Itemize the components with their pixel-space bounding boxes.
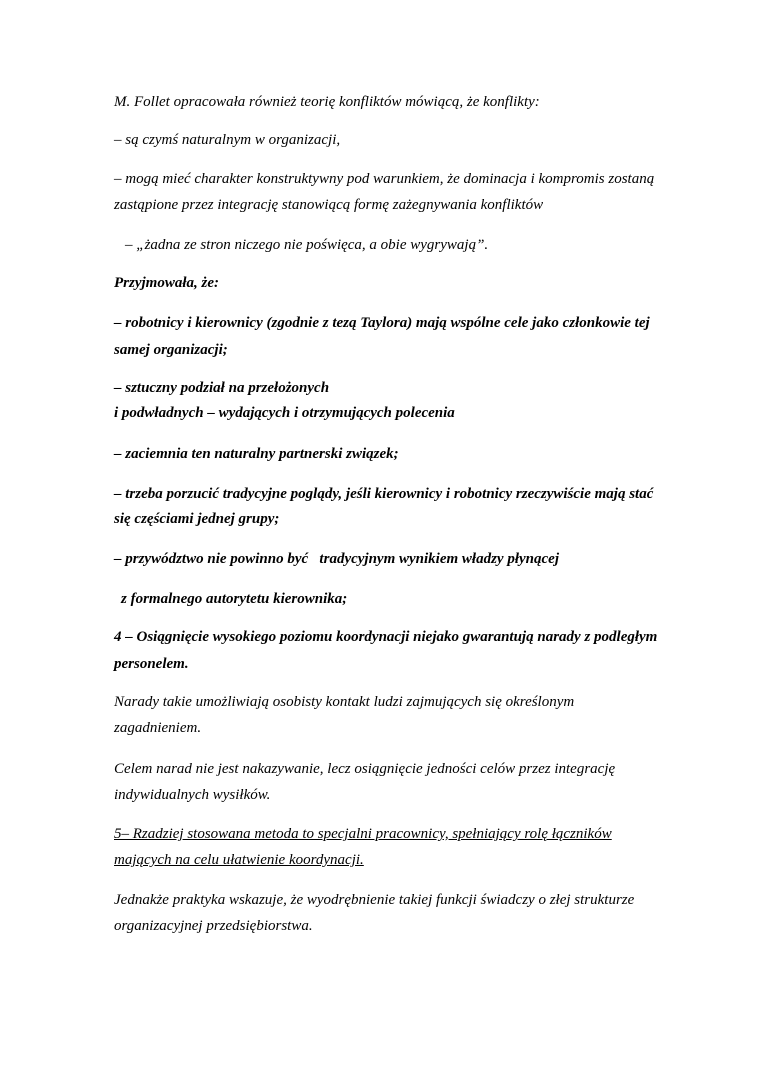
paragraph-follet-intro: M. Follet opracowała również teorię konfliktów mówiącą, że konflikty: [114,94,540,110]
paragraph-practice-line2: organizacyjnej przedsiębiorstwa. [114,918,313,934]
paragraph-common-goals-line1: – robotnicy i kierownicy (zgodnie z tezą Taylora) mają wspólne cele jako członkowie tej [114,315,650,331]
paragraph-conflict-natural: – są czymś naturalnym w organizacji, [114,132,341,148]
paragraph-meetings-contact-line1: Narady takie umożliwiają osobisty kontakt ludzi zajmujących się określonym [114,694,575,710]
paragraph-point4-line1: 4 – Osiągnięcie wysokiego poziomu koordynacji niejako gwarantują narady z podległym [114,629,658,645]
heading-przyjmowala: Przyjmowała, że: [114,275,219,291]
paragraph-formal-authority: z formalnego autorytetu kierownika; [121,591,348,607]
paragraph-abandon-views-line1: – trzeba porzucić tradycyjne poglądy, jeśli kierownicy i robotnicy rzeczywiście mają stać [114,486,654,502]
paragraph-point4-line2: personelem. [114,656,189,672]
paragraph-conflict-constructive-line2: zastąpione przez integrację stanowiącą formę zażegnywania konfliktów [114,197,544,213]
paragraph-point5-line1: 5– Rzadziej stosowana metoda to specjalni pracownicy, spełniający rolę łączników [114,826,612,842]
paragraph-leadership: – przywództwo nie powinno być tradycyjnym wynikiem władzy płynącej [114,551,559,567]
paragraph-artificial-division-line2: i podwładnych – wydających i otrzymujących polecenia [114,405,455,421]
paragraph-obscures-partnership: – zaciemnia ten naturalny partnerski związek; [114,446,399,462]
paragraph-abandon-views-line2: się częściami jednej grupy; [114,511,280,527]
paragraph-meetings-goal-line1: Celem narad nie jest nakazywanie, lecz osiągnięcie jedności celów przez integrację [114,761,616,777]
paragraph-conflict-constructive-line1: – mogą mieć charakter konstruktywny pod warunkiem, że dominacja i kompromis zostaną [114,171,655,187]
paragraph-practice-line1: Jednakże praktyka wskazuje, że wyodrębnienie takiej funkcji świadczy o złej strukturze [114,892,635,908]
paragraph-point5-line2: mających na celu ułatwienie koordynacji. [114,852,364,868]
paragraph-meetings-goal-line2: indywidualnych wysiłków. [114,787,271,803]
paragraph-common-goals-line2: samej organizacji; [114,342,228,358]
paragraph-artificial-division-line1: – sztuczny podział na przełożonych [114,380,330,396]
paragraph-meetings-contact-line2: zagadnieniem. [114,720,202,736]
paragraph-no-side-sacrifices: – „żadna ze stron niczego nie poświęca, a obie wygrywają”. [125,237,489,253]
